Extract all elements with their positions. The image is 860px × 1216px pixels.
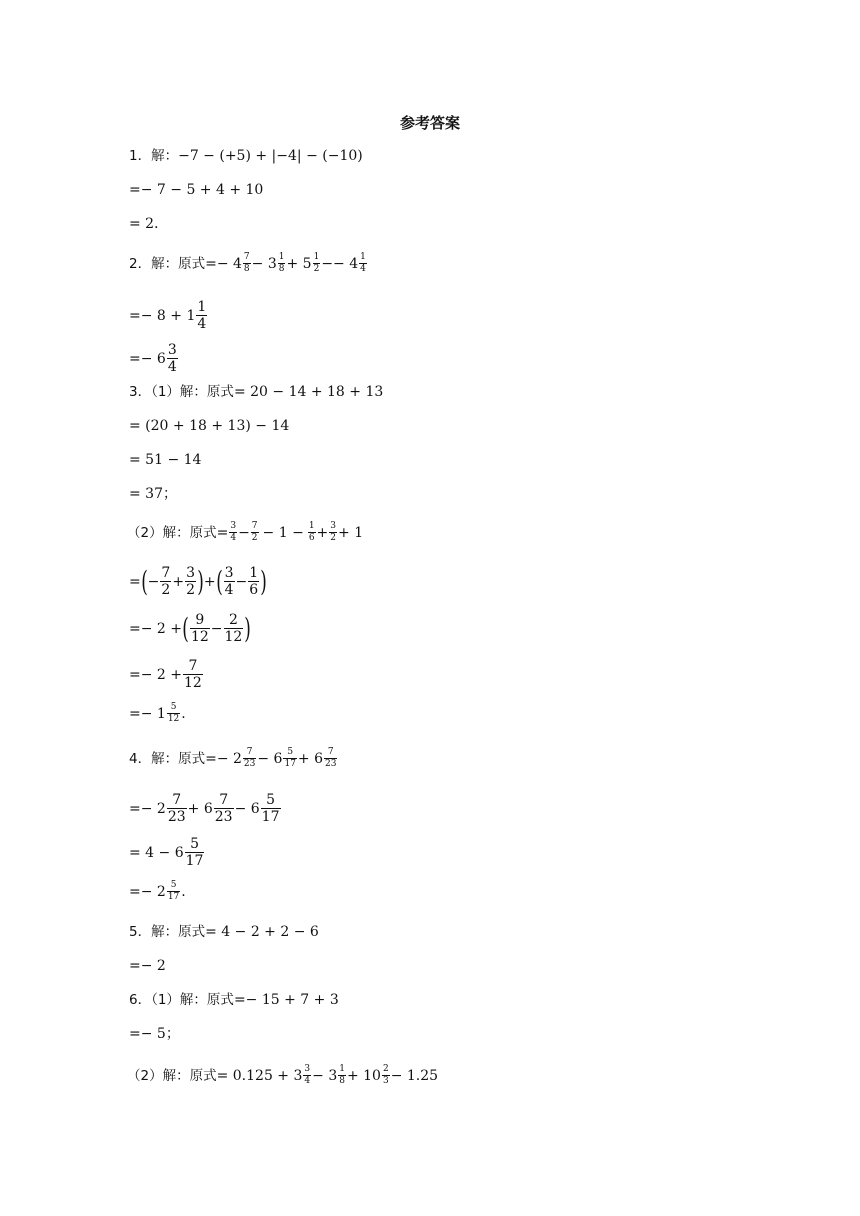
numerator: 5 — [170, 702, 177, 712]
numerator: 1 — [197, 299, 207, 315]
q5-line-2: =− 2 — [129, 958, 166, 974]
right-paren: ) — [197, 564, 204, 598]
denominator: 8 — [339, 1076, 345, 1086]
q3-term: − — [238, 524, 250, 541]
q4-line-4 — [129, 881, 186, 902]
fraction — [243, 748, 256, 769]
q2-line-2 — [129, 300, 208, 331]
fraction — [251, 522, 259, 543]
numerator: 7 — [251, 521, 258, 531]
q2-term: =− 8 + 1 — [129, 307, 196, 324]
q6-expr: =− 15 + 7 + 3 — [233, 992, 339, 1008]
q3-term: + — [203, 573, 216, 590]
q3-part1-line-1 — [129, 382, 383, 402]
fraction — [196, 300, 207, 331]
fraction — [329, 522, 337, 543]
fraction — [185, 566, 196, 597]
q4-term: − 6 — [234, 800, 260, 817]
q2-term: + 5 — [286, 255, 312, 272]
fraction — [160, 566, 171, 597]
denominator: 12 — [184, 675, 202, 691]
numerator: 1 — [313, 252, 320, 262]
numerator: 5 — [287, 747, 294, 757]
q3-term: + 1 — [338, 524, 364, 541]
q3-part1-line-2: = (20 + 18 + 13) − 14 — [129, 418, 290, 434]
q5-label: 5．解：原式 — [129, 924, 206, 940]
numerator: 3 — [330, 521, 337, 531]
q3-part2-line-5 — [129, 703, 186, 724]
numerator: 1 — [278, 252, 285, 262]
fraction — [224, 566, 235, 597]
fraction — [278, 253, 286, 274]
numerator: 7 — [219, 792, 229, 808]
denominator: 2 — [313, 264, 320, 274]
numerator: 7 — [246, 747, 253, 757]
q6-part2-line-1 — [127, 1065, 438, 1086]
q3-part1-label: 3．（1）解：原式 — [129, 384, 234, 400]
q5-expr: = 4 − 2 + 2 − 6 — [205, 924, 319, 940]
q2-term: − 3 — [251, 255, 277, 272]
q4-term: =− 2 — [129, 883, 166, 900]
numerator: 7 — [243, 252, 250, 262]
denominator: 12 — [190, 629, 209, 645]
fraction — [324, 748, 337, 769]
q3-term: . — [181, 705, 186, 722]
numerator: 3 — [167, 342, 177, 358]
numerator: 1 — [360, 252, 366, 262]
q4-term: + 6 — [187, 800, 213, 817]
fraction — [185, 837, 205, 868]
q1-label: 1．解： — [129, 148, 179, 164]
fraction — [308, 522, 316, 543]
q6-term: − 1.25 — [390, 1067, 439, 1084]
q1-line-1 — [129, 146, 363, 166]
fraction — [190, 613, 210, 644]
q3-part2-line-4 — [129, 659, 204, 690]
denominator: 17 — [185, 853, 204, 869]
q2-term: =− 6 — [129, 350, 166, 367]
q3-term: − — [210, 620, 223, 637]
q3-part1-line-4: = 37； — [129, 486, 177, 502]
q3-term: =− 2 + — [129, 620, 182, 637]
fraction — [338, 1065, 346, 1086]
left-paren: ( — [140, 564, 148, 598]
fraction — [224, 613, 244, 644]
q6-term: − 3 — [312, 1067, 338, 1084]
q4-term: = 4 − 6 — [129, 844, 184, 861]
fraction — [313, 253, 321, 274]
q3-expr: = 20 − 14 + 18 + 13 — [233, 384, 384, 400]
q6-part2-label: （2）解：原式 — [127, 1067, 217, 1084]
q3-term: − — [235, 573, 248, 590]
q3-term: =− 2 + — [129, 666, 182, 683]
denominator: 2 — [330, 533, 337, 543]
fraction — [183, 659, 203, 690]
denominator: 3 — [382, 1076, 389, 1086]
q6-part1-line-2: =− 5； — [129, 1026, 180, 1042]
numerator: 2 — [382, 1064, 389, 1074]
q6-part1-label: 6．（1）解：原式 — [129, 992, 234, 1008]
numerator: 5 — [190, 836, 200, 852]
fraction — [167, 793, 187, 824]
denominator: 4 — [230, 533, 237, 543]
q6-term: + 10 — [346, 1067, 381, 1084]
numerator: 1 — [339, 1064, 345, 1074]
numerator: 3 — [224, 565, 234, 581]
q6-term: = 0.125 + 3 — [216, 1067, 303, 1084]
denominator: 6 — [249, 582, 259, 598]
q4-label: 4．解：原式 — [129, 750, 206, 767]
fraction — [243, 253, 251, 274]
q3-part2-line-3 — [129, 613, 251, 644]
numerator: 3 — [304, 1064, 311, 1074]
q4-line-2 — [129, 793, 282, 824]
fraction — [261, 793, 281, 824]
numerator: 9 — [195, 612, 205, 628]
q2-line-3 — [129, 343, 179, 374]
numerator: 5 — [170, 880, 177, 890]
denominator: 12 — [224, 629, 243, 645]
q1-line-2: =− 7 − 5 + 4 + 10 — [129, 182, 264, 198]
left-paren: ( — [215, 564, 223, 598]
q2-line-1 — [129, 253, 368, 274]
denominator: 23 — [214, 809, 233, 825]
denominator: 4 — [197, 316, 207, 332]
q3-term: − — [147, 573, 160, 590]
fraction — [167, 703, 180, 724]
right-paren: ) — [244, 611, 252, 645]
q3-part1-line-3: = 51 − 14 — [129, 452, 202, 468]
denominator: 17 — [284, 759, 296, 769]
fraction — [229, 522, 237, 543]
denominator: 4 — [360, 264, 366, 274]
q3-term: =− 1 — [129, 705, 166, 722]
q4-term: . — [181, 883, 186, 900]
fraction — [359, 253, 367, 274]
q3-part2-line-1 — [127, 522, 363, 543]
q2-term: −− 4 — [321, 255, 359, 272]
numerator: 5 — [266, 792, 276, 808]
right-paren: ) — [260, 564, 267, 598]
q2-label: 2．解：原式 — [129, 255, 206, 272]
denominator: 23 — [325, 759, 337, 769]
left-paren: ( — [182, 611, 189, 645]
fraction — [167, 343, 178, 374]
denominator: 4 — [224, 582, 234, 598]
fraction — [382, 1065, 390, 1086]
denominator: 8 — [243, 264, 250, 274]
q5-line-1 — [129, 922, 319, 942]
q3-part2-label: （2）解：原式 — [127, 524, 217, 541]
numerator: 7 — [188, 658, 198, 674]
numerator: 1 — [308, 521, 315, 531]
q3-term: = — [216, 524, 229, 541]
q3-term: = — [129, 573, 141, 590]
q4-line-3 — [129, 837, 205, 868]
numerator: 3 — [230, 521, 237, 531]
q4-term: =− 2 — [205, 750, 242, 767]
numerator: 7 — [327, 747, 334, 757]
q3-part2-line-2 — [129, 566, 267, 597]
q2-term: =− 4 — [205, 255, 242, 272]
q3-term: + — [172, 573, 185, 590]
q4-term: + 6 — [297, 750, 324, 767]
q1-line-3: = 2． — [129, 216, 169, 232]
denominator: 2 — [161, 582, 171, 598]
fraction — [248, 566, 259, 597]
denominator: 23 — [167, 809, 186, 825]
q3-term: + — [316, 524, 329, 541]
numerator: 3 — [186, 565, 195, 581]
denominator: 8 — [278, 264, 285, 274]
fraction — [214, 793, 234, 824]
q4-line-1 — [129, 748, 338, 769]
numerator: 7 — [172, 792, 182, 808]
numerator: 1 — [249, 565, 259, 581]
denominator: 2 — [251, 533, 258, 543]
page-title: 参考答案 — [399, 114, 460, 132]
numerator: 7 — [161, 565, 171, 581]
q1-expr-1: −7 − (+5) + |−4| − (−10) — [178, 148, 363, 164]
denominator: 12 — [167, 714, 180, 724]
q4-term: − 6 — [257, 750, 283, 767]
denominator: 4 — [304, 1076, 311, 1086]
denominator: 17 — [261, 809, 280, 825]
q6-part1-line-1 — [129, 990, 339, 1010]
numerator: 2 — [228, 612, 238, 628]
denominator: 4 — [167, 359, 177, 375]
denominator: 6 — [308, 533, 315, 543]
fraction — [167, 881, 180, 902]
denominator: 23 — [243, 759, 256, 769]
q3-term: − 1 − — [262, 524, 304, 541]
q4-term: =− 2 — [129, 800, 166, 817]
fraction — [303, 1065, 311, 1086]
fraction — [283, 748, 296, 769]
denominator: 2 — [186, 582, 195, 598]
denominator: 17 — [167, 892, 180, 902]
